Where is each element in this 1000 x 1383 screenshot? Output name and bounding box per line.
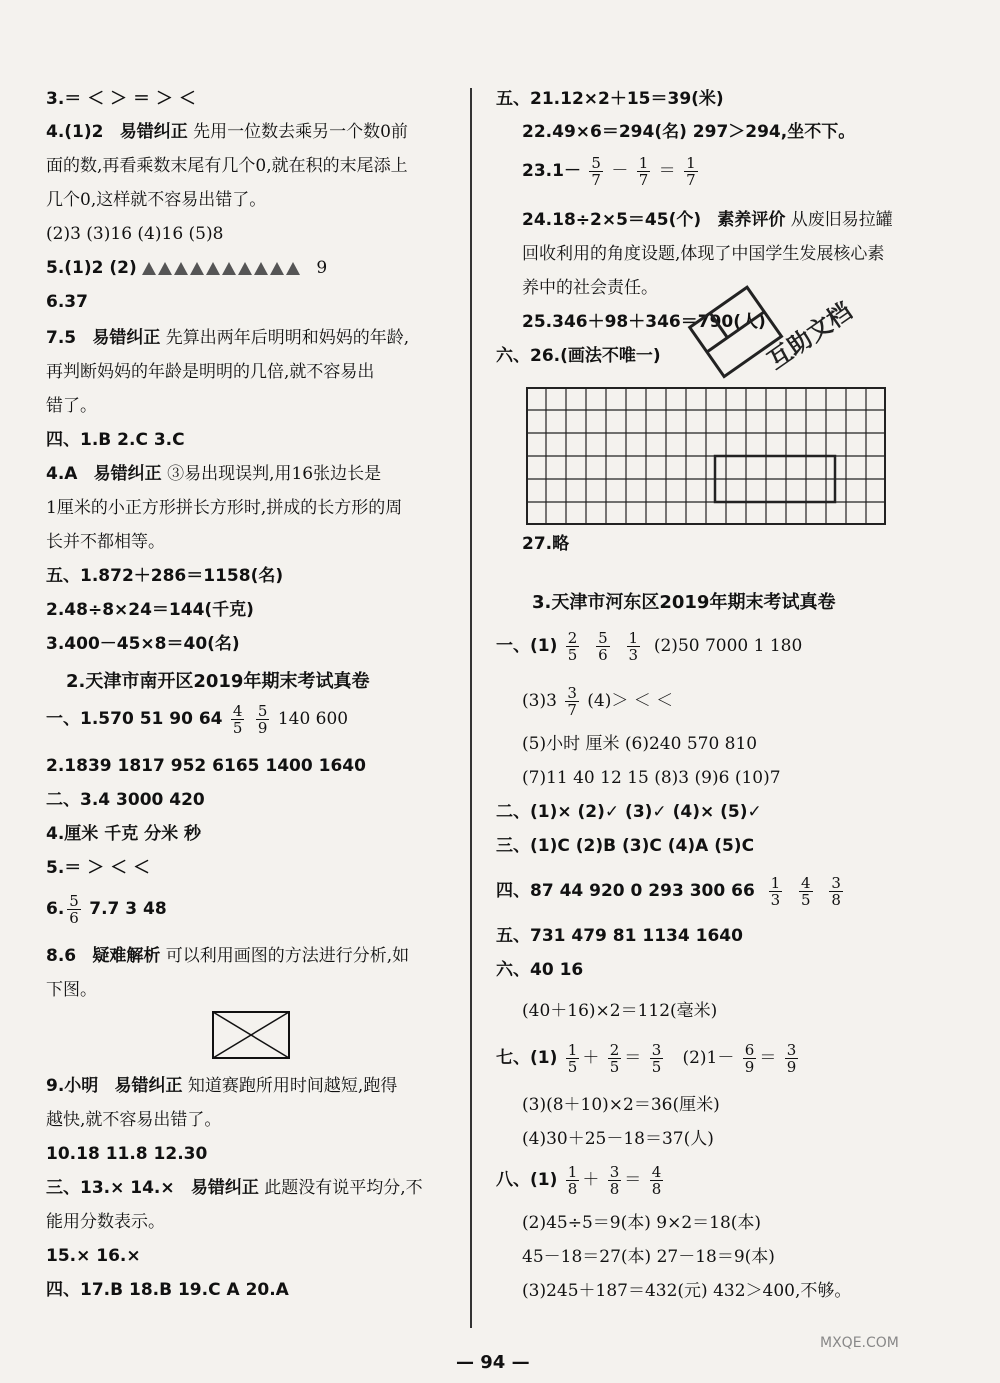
answer-line: 七、(1) $\frac{1}{5}$ ＋ $\frac{2}{5}$ ＝ $\frac{3}{5}$ (2)1－ $\frac{6}{9}$ ＝ $\frac{3}{9}$ [496,1041,797,1076]
answer-line: 几个0,这样就不容易出错了。 [46,190,267,210]
answer-line: 四、87 44 920 0 293 300 66 $\frac{1}{3}$ $\frac{4}{5}$ $\frac{3}{8}$ [496,874,841,909]
answer-line: (7)11 40 12 15 (8)3 (9)6 (10)7 [522,768,781,788]
fraction: $\frac{1}{3}$ [770,874,781,909]
answer-line: 27.略 [522,534,570,554]
answer-line: 9.小明 易错纠正 知道赛跑所用时间越短,跑得 [46,1076,398,1096]
answer-line: 八、(1) $\frac{1}{8}$ ＋ $\frac{3}{8}$ ＝ $\frac{4}{8}$ [496,1163,662,1198]
answer-line: 45－18＝27(本) 27－18＝9(本) [522,1247,775,1267]
triangle-row [142,262,300,275]
fraction: $\frac{1}{7}$ [638,154,649,189]
answer-line: (5)小时 厘米 (6)240 570 810 [522,734,758,754]
section-title: 2.天津市南开区2019年期末考试真卷 [66,671,370,692]
answer-line: 23.1－ $\frac{5}{7}$ － $\frac{1}{7}$ ＝ $\frac{1}{7}$ [522,154,696,189]
answer-line: 再判断妈妈的年龄是明明的几倍,就不容易出 [46,362,375,382]
answer-line: 6. $\frac{5}{6}$ 7.7 3 48 [46,892,167,927]
answer-line: 2.48÷8×24＝144(千克) [46,600,254,620]
answer-line: 五、1.872＋286＝1158(名) [46,566,284,586]
answer-line: 面的数,再看乘数末尾有几个0,就在积的末尾添上 [46,156,408,176]
stamp-seal [680,250,860,390]
answer-line: (4)30＋25－18＝37(人) [522,1129,714,1149]
rectangle-diagram [211,1010,291,1060]
answer-line: (3)245＋187＝432(元) 432＞400,不够。 [522,1281,852,1301]
answer-line: 22.49×6＝294(名) 297＞294,坐不下。 [522,122,856,142]
fraction: $\frac{2}{5}$ [567,629,578,664]
fraction: $\frac{4}{5}$ [232,702,243,737]
fraction: $\frac{5}{9}$ [257,702,268,737]
fraction: $\frac{1}{7}$ [686,154,696,189]
answer-line: 2.1839 1817 952 6165 1400 1640 [46,756,366,776]
fraction: $\frac{6}{9}$ [744,1041,755,1076]
fraction: $\frac{3}{8}$ [831,874,841,909]
fraction: $\frac{3}{5}$ [651,1041,662,1076]
answer-line: 10.18 11.8 12.30 [46,1144,208,1164]
answer-line: 4.(1)2 易错纠正 先用一位数去乘另一个数0前 [46,122,408,142]
answer-line: 三、(1)C (2)B (3)C (4)A (5)C [496,836,755,856]
answer-line: 3.400－45×8＝40(名) [46,634,240,654]
stamp-text: 互助文档 [762,296,858,375]
answer-line: (3)(8＋10)×2＝36(厘米) [522,1095,720,1115]
fraction: $\frac{3}{9}$ [786,1041,797,1076]
answer-line: 四、17.B 18.B 19.C A 20.A [46,1280,289,1300]
answer-line: 一、(1) $\frac{2}{5}$ $\frac{5}{6}$ $\frac{1}{3}$ (2)50 7000 1 180 [496,629,803,664]
answer-line: 15.× 16.× [46,1246,141,1266]
answer-line: 能用分数表示。 [46,1212,165,1232]
answer-line: 一、1.570 51 90 64 $\frac{4}{5}$ $\frac{5}{9}$ 140 600 [46,702,349,737]
answer-line: 4.厘米 千克 分米 秒 [46,824,202,844]
answer-line: 7.5 易错纠正 先算出两年后明明和妈妈的年龄, [46,328,410,348]
fraction: $\frac{1}{8}$ [567,1163,578,1198]
fraction: $\frac{3}{8}$ [609,1163,620,1198]
answer-line: 五、21.12×2＋15＝39(米) [496,89,724,109]
fraction: $\frac{5}{6}$ [598,629,608,664]
fraction: $\frac{4}{8}$ [651,1163,662,1198]
answer-line: 25.346＋98＋346＝790(人) [522,312,766,332]
column-divider [470,88,472,1328]
answer-line: 下图。 [46,980,97,1000]
answer-line: 1厘米的小正方形拼长方形时,拼成的长方形的周 [46,498,403,518]
answer-line: (2)3 (3)16 (4)16 (5)8 [46,224,224,244]
section-title: 3.天津市河东区2019年期末考试真卷 [532,592,836,613]
fraction: $\frac{2}{5}$ [609,1041,620,1076]
answer-line: 回收利用的角度设题,体现了中国学生发展核心素 [522,244,885,264]
answer-line: 3.＝ ＜ ＞ ＝ ＞ ＜ [46,89,196,109]
answer-line: (3)3 $\frac{3}{7}$ (4)＞ ＜ ＜ [522,684,674,719]
answer-line: 8.6 疑难解析 可以利用画图的方法进行分析,如 [46,946,410,966]
fraction: $\frac{1}{5}$ [567,1041,578,1076]
answer-line: 五、731 479 81 1134 1640 [496,926,743,946]
answer-line: 三、13.× 14.× 易错纠正 此题没有说平均分,不 [46,1178,423,1198]
fraction: $\frac{4}{5}$ [800,874,811,909]
fraction: $\frac{1}{3}$ [628,629,639,664]
fraction: $\frac{5}{7}$ [591,154,601,189]
answer-line: 养中的社会责任。 [522,278,658,298]
page-number: — 94 — [456,1352,530,1373]
answer-line: 长并不都相等。 [46,532,165,552]
answer-line: 5.＝ ＞ ＜ ＜ [46,858,151,878]
watermark: MXQE.COM [820,1335,899,1351]
answer-line: 错了。 [46,396,97,416]
answer-line: 二、(1)× (2)✓ (3)✓ (4)× (5)✓ [496,802,762,822]
answer-line: 四、1.B 2.C 3.C [46,430,185,450]
fraction: $\frac{3}{7}$ [567,684,577,719]
answer-line: 5.(1)2 (2) 9 [46,258,328,278]
answer-line: 越快,就不容易出错了。 [46,1110,222,1130]
answer-line: (2)45÷5＝9(本) 9×2＝18(本) [522,1213,762,1233]
answer-line: (40＋16)×2＝112(毫米) [522,1001,718,1021]
answer-line: 6.37 [46,292,88,312]
answer-line: 24.18÷2×5＝45(个) 素养评价 从废旧易拉罐 [522,210,893,230]
answer-grid [526,387,886,525]
answer-line: 六、40 16 [496,960,584,980]
answer-line: 二、3.4 3000 420 [46,790,205,810]
answer-line: 4.A 易错纠正 ③易出现误判,用16张边长是 [46,464,382,484]
fraction: $\frac{5}{6}$ [69,892,79,927]
answer-line: 六、26.(画法不唯一) [496,346,661,366]
